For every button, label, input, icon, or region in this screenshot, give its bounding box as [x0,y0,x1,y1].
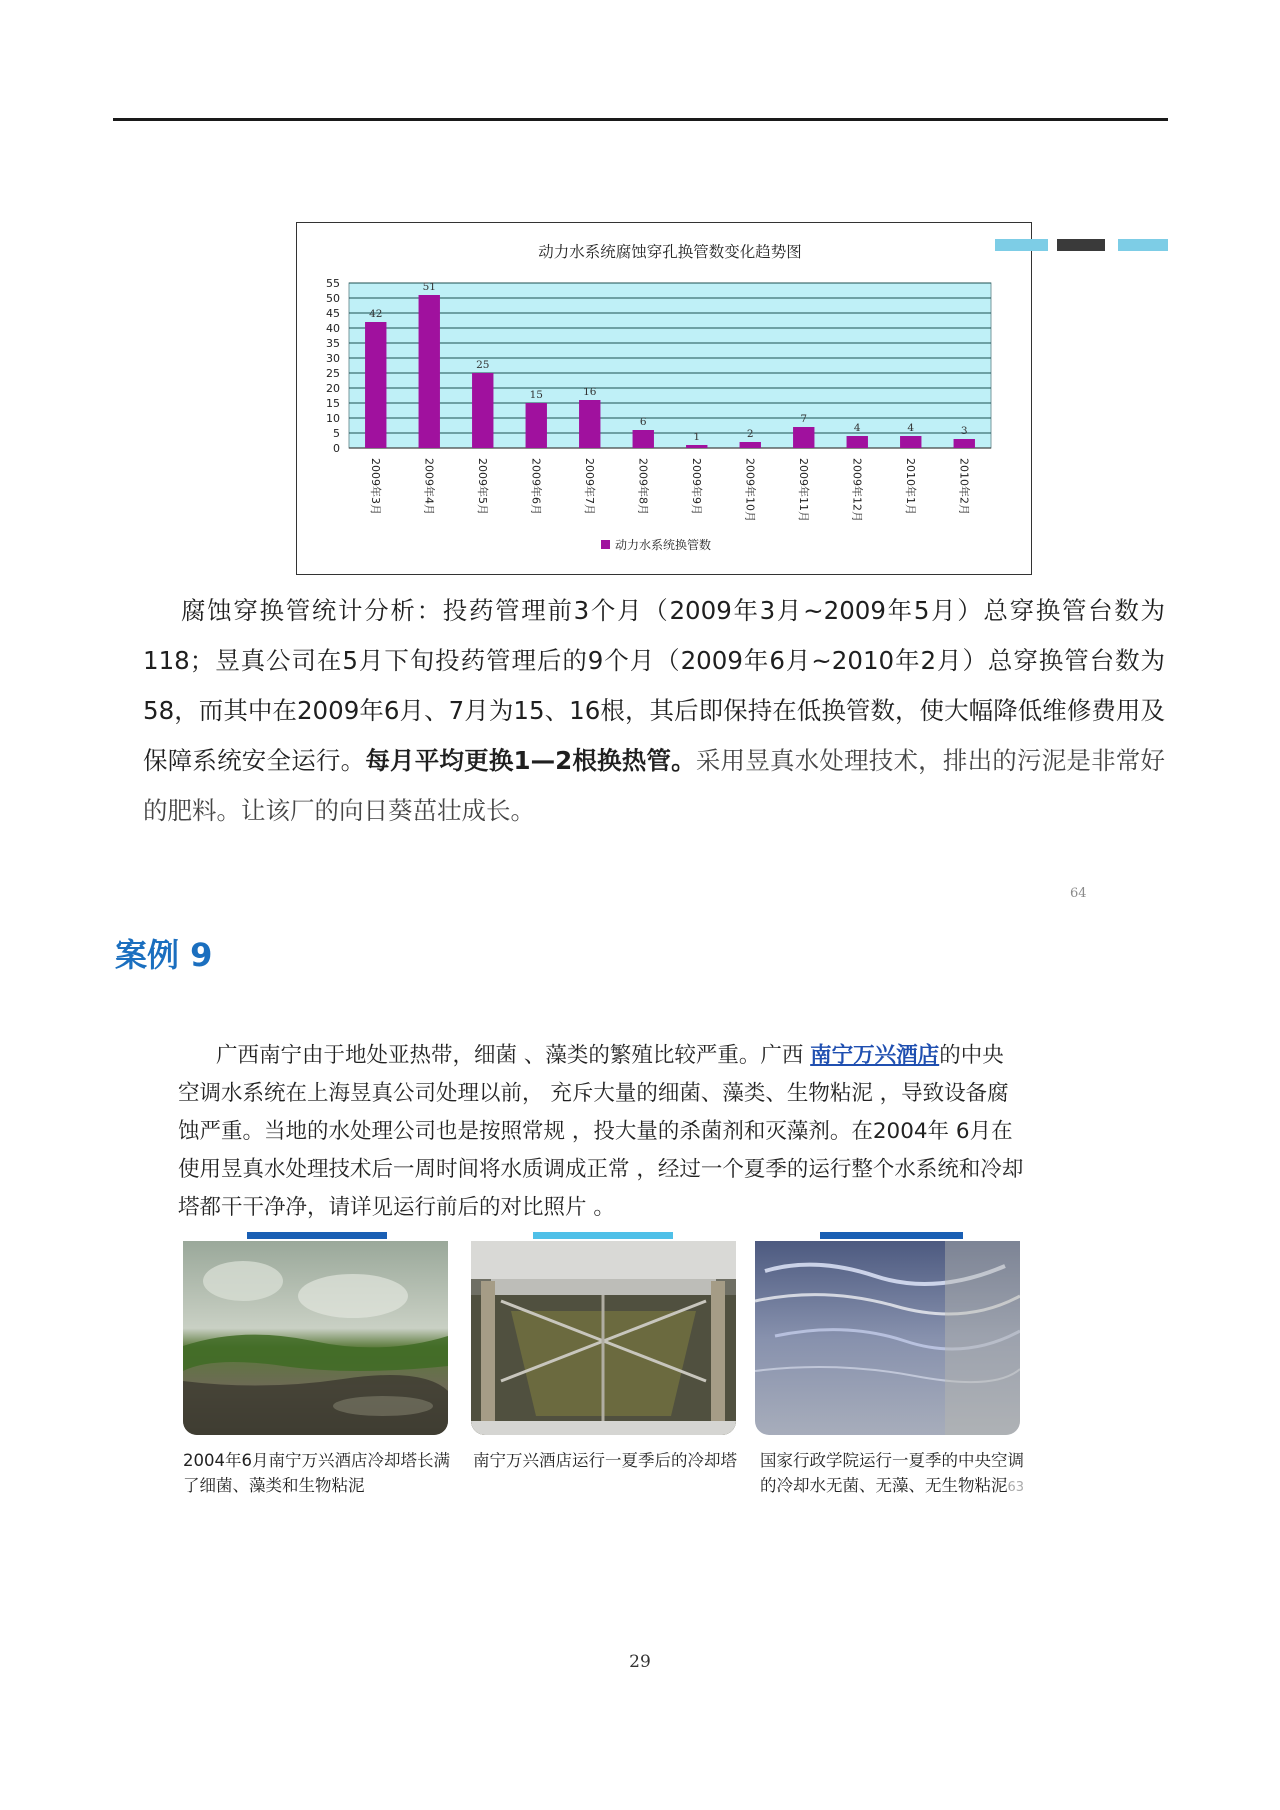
deco-bar-light-2 [1118,239,1168,251]
photo-2-caption: 南宁万兴酒店运行一夏季后的冷却塔 [473,1451,737,1470]
case-paragraph [178,1037,1024,1227]
bar [365,322,386,448]
y-tick-label: 20 [326,382,340,395]
y-tick-label: 50 [326,292,340,305]
case-text-post: 的中央空调水系统在上海昱真公司处理以前， 充斥大量的细菌、藻类、生物粘泥 ，导致设备腐蚀严重。当地的水处理公司也是按照常规 ，投大量的杀菌剂和灭藻剂。在2004年 6月在使用昱真水处理技术后一周时间将水质调成正常 ，经过一个夏季的运行整个水系统和冷却塔都干干净净，请详见运行前后的对比照片 。 [178,1043,1024,1220]
x-tick-label: 2009年8月 [636,458,650,515]
x-tick-label: 2009年10月 [743,458,757,522]
y-tick-label: 40 [326,322,340,335]
x-tick-label: 2009年5月 [475,458,489,515]
analysis-paragraph [143,586,1165,836]
y-tick-label: 25 [326,367,340,380]
data-label: 2 [746,428,754,440]
photo-before-cooling-tower [183,1241,448,1435]
data-label: 3 [960,425,968,437]
photo-clean-water [755,1241,1020,1435]
data-label: 15 [529,389,543,401]
x-tick-label: 2009年12月 [850,458,864,522]
data-label: 7 [800,413,808,425]
photo-2-bar [533,1232,673,1239]
data-label: 51 [422,281,436,293]
chart-title: 动力水系统腐蚀穿孔换管数变化趋势图 [538,243,802,261]
analysis-text-1: 腐蚀穿换管统计分析：投药管理前3个月（2009年3月~2009年5月）总穿换管台数为118；昱真公司在5月下旬投药管理后的9个月（2009年6月~2010年2月）总穿换管台数为58，而其中在2009年6月、7月为15、16根，其后即保持在低换管数，使大幅降低维修费用及保障系统安全运行。 [143,596,1165,775]
y-tick-label: 35 [326,337,340,350]
x-tick-label: 2009年9月 [689,458,703,515]
photo-3-caption-text: 国家行政学院运行一夏季的中央空调的冷却水无菌、无藻、无生物粘泥 [760,1451,1024,1495]
bar [954,439,975,448]
x-tick-label: 2009年7月 [582,458,596,515]
bar [579,400,600,448]
x-tick-label: 2009年6月 [529,458,543,515]
hotel-link[interactable]: 南宁万兴酒店 [810,1043,940,1068]
bar [472,373,493,448]
data-label: 4 [853,422,861,434]
plot-area [349,283,991,448]
y-tick-label: 0 [333,442,340,455]
top-rule [113,118,1168,121]
bar [419,295,440,448]
analysis-bold: 每月平均更换1—2根换热管。 [365,746,696,775]
x-tick-label: 2009年11月 [796,458,810,522]
data-label: 16 [583,386,597,398]
photo-after-cooling-tower [471,1241,736,1435]
inner-slide-number: 63 [1007,1480,1025,1495]
page-number: 29 [629,1652,651,1672]
data-label: 6 [639,416,647,428]
data-label: 42 [369,308,383,320]
slide-number: 64 [1070,886,1087,901]
chart-svg [297,223,1030,573]
x-tick-label: 2010年2月 [957,458,971,515]
bar [847,436,868,448]
bar [633,430,654,448]
y-tick-label: 5 [333,427,340,440]
bar [740,442,761,448]
x-tick-label: 2009年4月 [422,458,436,515]
decorative-bars [995,239,1175,251]
photo-1-bar [247,1232,387,1239]
x-tick-label: 2009年3月 [368,458,382,515]
photo-1-caption: 2004年6月南宁万兴酒店冷却塔长满了细菌、藻类和生物粘泥 [183,1451,450,1495]
case-text-pre: 广西南宁由于地处亚热带，细菌 、藻类的繁殖比较严重。广西 [216,1043,811,1068]
photo-3-bar [820,1232,963,1239]
bar [686,445,707,448]
deco-bar-light-1 [995,239,1048,251]
x-tick-label: 2010年1月 [903,458,917,515]
bar [793,427,814,448]
y-tick-label: 55 [326,277,340,290]
legend-swatch [601,540,610,549]
data-label: 25 [476,359,490,371]
data-label: 1 [693,431,701,443]
y-tick-label: 30 [326,352,340,365]
legend-label: 动力水系统换管数 [615,538,712,552]
bar [900,436,921,448]
corrosion-chart [296,222,1032,575]
y-tick-label: 15 [326,397,340,410]
case-title: 案例 9 [115,936,213,974]
y-tick-label: 10 [326,412,340,425]
photo-3-caption [760,1448,1035,1500]
analysis-text-2: 采用昱真水处理技术，排出的污泥是非常好的肥料。让该厂的向日葵茁壮成长。 [143,746,1166,825]
deco-bar-dark [1057,239,1105,251]
bar [526,403,547,448]
y-tick-label: 45 [326,307,340,320]
data-label: 4 [907,422,915,434]
